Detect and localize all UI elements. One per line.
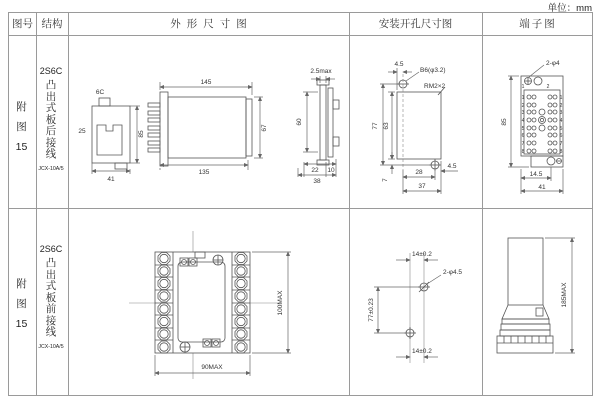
row2-model: 2S6C	[39, 244, 63, 254]
dim-terminal-w2: 41	[538, 184, 546, 191]
dim-terminal-height: 85	[501, 118, 508, 126]
pin-number: 8	[521, 149, 525, 155]
socket-front-view	[129, 231, 291, 379]
row1-terminal-drawing	[481, 34, 592, 207]
row2-structure	[35, 244, 67, 350]
pin-number: 2	[559, 103, 563, 109]
pin-number: 4	[521, 118, 525, 124]
dim-front-left: 25	[78, 128, 86, 135]
row1-outline-drawing	[67, 34, 348, 207]
pin-number: 1	[559, 95, 563, 101]
dim-flange-d2: 10	[327, 167, 335, 174]
fig-char: 附	[16, 101, 27, 113]
dim-front-height: 85	[138, 130, 145, 138]
dim-terminal-w1: 14.5	[529, 171, 543, 178]
pin-number: 8	[559, 149, 563, 155]
dim-mounting2-height: 77±0.23	[368, 298, 375, 322]
terminal-contacts	[527, 95, 557, 153]
row2-terminal-drawing	[481, 207, 592, 395]
dim-mounting-h-outer: 77	[372, 122, 379, 130]
mounting-holes	[368, 251, 462, 363]
dim-mounting-b2: 37	[418, 183, 426, 190]
pin-number: 3	[559, 110, 563, 116]
fig-char: 附	[16, 278, 27, 290]
row2-mounting-drawing	[348, 207, 481, 395]
dim-mounting-right: 4.5	[447, 163, 457, 170]
row2-fig-label	[8, 274, 35, 334]
unit-label: 单位：mm	[547, 3, 592, 14]
header-fig-no: 图号	[12, 18, 33, 30]
dim-front-label: 6C	[95, 89, 105, 96]
terminal-hole-label: 2-φ4	[546, 60, 560, 67]
dim-socket-height: 100MAX	[277, 290, 284, 316]
base-hatch	[504, 336, 546, 343]
row1-mounting-drawing	[348, 34, 481, 207]
screw-spec-label: RM2×2	[424, 83, 446, 90]
row1-socket-code: JCX-10A/5	[38, 165, 64, 172]
front-view	[78, 89, 145, 183]
pin-number: 2	[521, 103, 525, 109]
dim-flange-d1: 22	[311, 167, 319, 174]
flange-view	[296, 68, 339, 185]
dim-mounting-h-inner: 63	[383, 122, 390, 130]
row2-socket-code: JCX-10A/5	[38, 343, 64, 350]
dim-side-height: 67	[261, 124, 268, 132]
pin-number: 7	[559, 141, 563, 147]
relay-side-view	[497, 238, 575, 353]
header-outline: 外形尺寸图	[170, 18, 253, 30]
row2-outline-drawing	[67, 207, 348, 395]
dim-front-width: 41	[107, 176, 115, 183]
hole2-spec-label: 2-φ4.5	[443, 269, 463, 276]
pin-number: 1	[521, 95, 525, 101]
fig-number: 15	[15, 318, 28, 330]
dim-flange-thickness: 2.5max	[310, 68, 332, 75]
side-view	[148, 79, 268, 176]
row1-structure	[35, 66, 67, 172]
mounting-cutout	[372, 61, 458, 194]
dim-mounting2-bottom: 14±0.2	[412, 348, 432, 355]
header-structure: 结构	[41, 18, 63, 30]
terminal-block	[501, 60, 563, 194]
dim-relay-height: 185MAX	[561, 282, 568, 308]
fig-char: 图	[16, 298, 27, 310]
fig-char: 图	[16, 121, 27, 133]
dim-flange-height: 60	[296, 118, 303, 126]
row1-wiring-type: 凸出式板后接线	[45, 79, 57, 160]
header-terminal: 端子图	[519, 18, 557, 30]
header-mounting: 安装开孔尺寸图	[378, 18, 453, 30]
dim-side-top: 145	[200, 79, 212, 86]
pin-number: 3	[521, 110, 525, 116]
dim-mounting-b-left: 7	[382, 178, 389, 182]
pin-number: 5	[559, 126, 563, 132]
pin-number: 6	[559, 133, 563, 139]
col-label: 1	[521, 84, 525, 90]
dim-mounting-b1: 28	[415, 169, 423, 176]
dim-mounting2-top: 14±0.2	[412, 251, 432, 258]
col-label: 2	[546, 84, 550, 90]
pin-number: 6	[521, 133, 525, 139]
pin-number: 7	[521, 141, 525, 147]
row1-fig-label	[8, 97, 35, 157]
dim-side-bottom: 135	[198, 169, 210, 176]
fig-number: 15	[15, 141, 28, 153]
row1-model: 2S6C	[39, 66, 63, 76]
row2-wiring-type: 凸出式板前接线	[45, 257, 57, 338]
dim-mounting-top: 4.5	[394, 61, 404, 68]
dim-flange-d3: 38	[313, 178, 321, 185]
hole-spec-label: B6(φ3.2)	[420, 67, 446, 74]
pin-number: 4	[559, 118, 563, 124]
pin-number: 5	[521, 126, 525, 132]
dim-socket-width: 90MAX	[201, 364, 223, 371]
